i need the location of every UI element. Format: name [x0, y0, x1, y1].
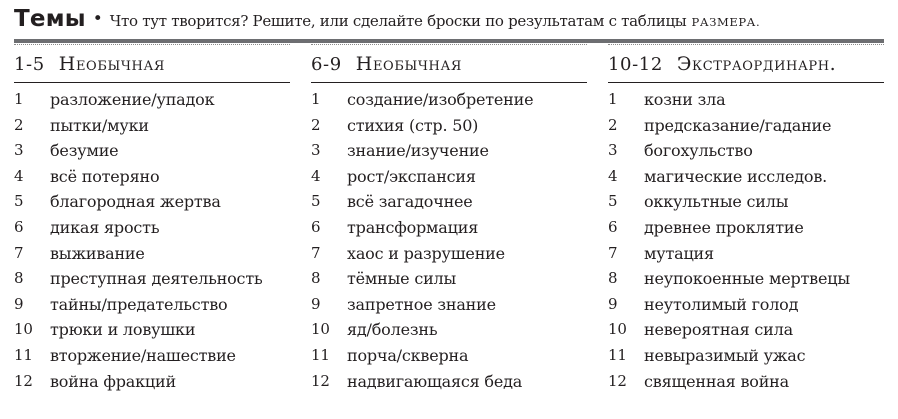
row-theme: трансформация — [347, 217, 479, 237]
row-number: 10 — [14, 320, 33, 339]
table-row — [14, 292, 290, 318]
row-number: 7 — [14, 243, 24, 262]
row-number: 1 — [311, 90, 321, 108]
table-row — [14, 164, 290, 190]
table-row — [608, 113, 884, 139]
row-number: 7 — [311, 243, 321, 262]
row-theme: предсказание/гадание — [644, 115, 832, 135]
row-theme: пытки/муки — [50, 115, 149, 135]
row-number: 5 — [14, 192, 24, 211]
row-number: 12 — [311, 371, 330, 390]
row-theme: неупокоенные мертвецы — [644, 269, 850, 289]
row-theme: порча/скверна — [347, 345, 469, 365]
table-row — [311, 292, 587, 318]
row-number: 9 — [608, 294, 618, 313]
row-theme: неутолимый голод — [644, 294, 799, 314]
table-row — [311, 138, 587, 164]
row-number: 8 — [14, 269, 24, 288]
row-number: 10 — [311, 320, 330, 339]
section-title: Темы — [14, 6, 86, 32]
row-number: 11 — [311, 345, 330, 364]
row-theme: магические исследов. — [644, 166, 828, 186]
row-theme: богохульство — [644, 141, 753, 161]
row-theme: рост/экспансия — [347, 166, 476, 186]
row-theme: невыразимый ужас — [644, 345, 806, 365]
column-range: 10-12 — [608, 54, 663, 75]
row-number: 5 — [608, 192, 618, 211]
row-theme: война фракций — [50, 371, 176, 391]
section-header — [14, 6, 888, 40]
table-row — [14, 215, 290, 241]
row-theme: мутация — [644, 243, 714, 263]
table-row — [311, 189, 587, 215]
row-theme: безумие — [50, 141, 119, 161]
table-row — [311, 343, 587, 369]
row-theme: создание/изобретение — [347, 90, 534, 109]
table-row — [311, 317, 587, 343]
row-number: 8 — [608, 269, 618, 288]
row-number: 9 — [311, 294, 321, 313]
row-number: 8 — [311, 269, 321, 288]
table-row — [311, 215, 587, 241]
row-number: 11 — [608, 345, 627, 364]
row-theme: дикая ярость — [50, 217, 160, 237]
dotted-separator — [311, 44, 587, 45]
row-number: 12 — [608, 371, 627, 390]
row-theme: яд/болезнь — [347, 320, 438, 340]
column-rarity: Необычная — [58, 53, 165, 75]
row-theme: древнее проклятие — [644, 217, 804, 237]
table-row — [311, 164, 587, 190]
row-theme: знание/изучение — [347, 141, 489, 161]
row-theme: разложение/упадок — [50, 90, 215, 109]
row-number: 2 — [311, 115, 321, 134]
row-theme: вторжение/нашествие — [50, 345, 236, 365]
column-range: 6-9 — [311, 54, 342, 75]
table-row — [608, 369, 884, 395]
row-number: 11 — [14, 345, 33, 364]
row-theme: тайны/предательство — [50, 294, 228, 314]
table-row — [608, 266, 884, 292]
row-theme: невероятная сила — [644, 320, 793, 340]
column-range: 1-5 — [14, 54, 45, 75]
table-row — [14, 87, 290, 113]
row-number: 6 — [311, 217, 321, 236]
row-number: 4 — [14, 166, 24, 185]
table-row — [14, 189, 290, 215]
column-heading-rule — [311, 82, 587, 83]
column-heading — [311, 51, 587, 78]
row-number: 3 — [14, 141, 24, 160]
table-row — [311, 369, 587, 395]
table-row — [608, 241, 884, 267]
theme-column — [14, 42, 290, 394]
table-row — [14, 343, 290, 369]
table-row — [608, 164, 884, 190]
table-row — [608, 292, 884, 318]
row-number: 6 — [608, 217, 618, 236]
column-rarity: Экстраординарн. — [676, 53, 837, 75]
section-intro: Что тут творится? Решите, или сделайте броски по результатам с таблицы — [109, 12, 687, 30]
table-row — [14, 138, 290, 164]
dotted-separator — [608, 44, 884, 45]
row-number: 4 — [608, 166, 618, 185]
section-intro-smallcaps: РАЗМЕРА. — [691, 15, 761, 29]
table-row — [608, 343, 884, 369]
table-row — [311, 266, 587, 292]
theme-column — [608, 42, 884, 394]
row-theme: священная война — [644, 371, 789, 391]
table-row — [608, 317, 884, 343]
row-number: 9 — [14, 294, 24, 313]
row-number: 3 — [311, 141, 321, 160]
row-number: 3 — [608, 141, 618, 160]
table-row — [14, 369, 290, 395]
table-row — [14, 113, 290, 139]
column-heading — [14, 51, 290, 78]
row-number: 10 — [608, 320, 627, 339]
row-theme: оккультные силы — [644, 192, 789, 212]
row-number: 1 — [14, 90, 24, 108]
table-row — [311, 113, 587, 139]
table-row — [608, 189, 884, 215]
row-theme: преступная деятельность — [50, 269, 263, 289]
table-row — [14, 266, 290, 292]
row-theme: тёмные силы — [347, 269, 457, 289]
table-row — [14, 241, 290, 267]
row-theme: благородная жертва — [50, 192, 221, 212]
row-number: 2 — [608, 115, 618, 134]
column-heading-rule — [14, 82, 290, 83]
row-number: 1 — [608, 90, 618, 108]
row-theme: всё загадочнее — [347, 192, 473, 212]
row-number: 7 — [608, 243, 618, 262]
row-theme: запретное знание — [347, 294, 496, 314]
row-theme: надвигающаяся беда — [347, 371, 523, 391]
column-heading-rule — [608, 82, 884, 83]
table-row — [14, 317, 290, 343]
row-theme: хаос и разрушение — [347, 243, 505, 263]
column-heading — [608, 51, 884, 78]
table-row — [311, 87, 587, 113]
row-theme: выживание — [50, 243, 145, 263]
table-row — [608, 215, 884, 241]
row-number: 5 — [311, 192, 321, 211]
dotted-separator — [14, 44, 290, 45]
row-theme: козни зла — [644, 90, 726, 109]
table-row — [311, 241, 587, 267]
theme-column — [311, 42, 587, 394]
column-rarity: Необычная — [355, 53, 462, 75]
row-theme: стихия (стр. 50) — [347, 115, 479, 135]
row-theme: трюки и ловушки — [50, 320, 196, 340]
table-row — [608, 138, 884, 164]
bullet-separator: • — [92, 9, 103, 29]
row-number: 12 — [14, 371, 33, 390]
table-row — [608, 87, 884, 113]
row-number: 4 — [311, 166, 321, 185]
row-number: 2 — [14, 115, 24, 134]
row-theme: всё потеряно — [50, 166, 160, 186]
row-number: 6 — [14, 217, 24, 236]
